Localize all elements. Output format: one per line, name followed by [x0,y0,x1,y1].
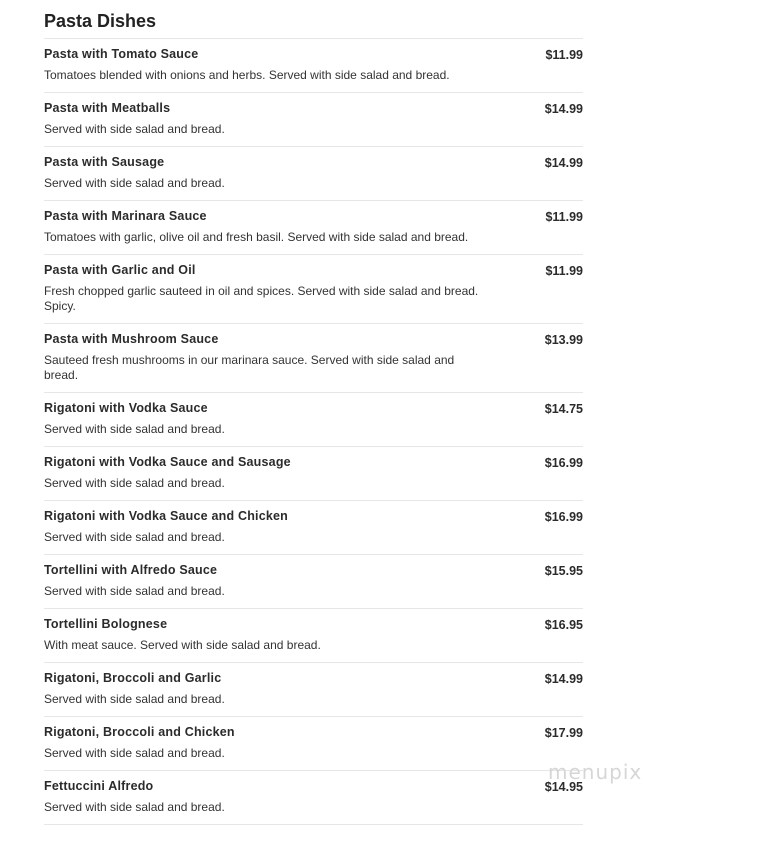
item-price: $13.99 [544,333,583,347]
item-name: Pasta with Meatballs [44,101,171,115]
item-price: $14.99 [544,672,583,686]
item-name: Pasta with Marinara Sauce [44,209,207,223]
item-description: Tomatoes blended with onions and herbs. Served with side salad and bread. [44,68,450,82]
item-description: With meat sauce. Served with side salad and bread. [44,638,321,652]
item-description: Sauteed fresh mushrooms in our marinara sauce. Served with side salad and bread. [44,353,455,382]
menu-item [44,323,583,392]
item-description: Served with side salad and bread. [44,800,225,814]
item-price: $11.99 [545,48,583,62]
menu-item [44,662,583,716]
item-name: Rigatoni, Broccoli and Chicken [44,725,235,739]
menu-item [44,500,583,554]
item-description: Served with side salad and bread. [44,476,225,490]
item-description: Served with side salad and bread. [44,176,225,190]
menu-item [44,200,583,254]
menu-item [44,716,583,770]
item-name: Pasta with Sausage [44,155,165,169]
menu-item [44,608,583,662]
item-price: $14.95 [544,780,583,794]
menu-item [44,392,583,446]
item-name: Pasta with Garlic and Oil [44,263,196,277]
item-price: $15.95 [544,564,583,578]
item-price: $17.99 [544,726,583,740]
item-name: Tortellini Bolognese [44,617,168,631]
item-name: Rigatoni with Vodka Sauce and Chicken [44,509,289,523]
item-name: Tortellini with Alfredo Sauce [44,563,218,577]
item-price: $14.99 [544,156,583,170]
item-description: Fresh chopped garlic sauteed in oil and spices. Served with side salad and bread. Spicy. [44,284,479,313]
item-price: $11.99 [545,264,583,278]
item-price: $11.99 [545,210,583,224]
item-price: $16.99 [544,510,583,524]
item-description: Served with side salad and bread. [44,122,225,136]
item-description: Served with side salad and bread. [44,692,225,706]
item-name: Rigatoni with Vodka Sauce [44,401,208,415]
item-price: $16.99 [544,456,583,470]
menu-section [44,10,583,825]
menu-item [44,554,583,608]
item-name: Rigatoni, Broccoli and Garlic [44,671,222,685]
menu-item [44,146,583,200]
item-price: $14.75 [544,402,583,416]
menu-item [44,254,583,323]
menu-item [44,446,583,500]
menu-item [44,770,583,825]
item-description: Tomatoes with garlic, olive oil and fresh basil. Served with side salad and bread. [44,230,469,244]
item-description: Served with side salad and bread. [44,422,225,436]
item-price: $14.99 [544,102,583,116]
item-name: Pasta with Tomato Sauce [44,47,199,61]
item-name: Rigatoni with Vodka Sauce and Sausage [44,455,291,469]
section-title: Pasta Dishes [44,11,157,31]
menu-item [44,38,583,92]
item-name: Pasta with Mushroom Sauce [44,332,219,346]
item-description: Served with side salad and bread. [44,530,225,544]
menu-item [44,92,583,146]
watermark: menupix [548,760,643,784]
menu-item-list [44,38,583,825]
item-price: $16.95 [544,618,583,632]
item-name: Fettuccini Alfredo [44,779,154,793]
item-description: Served with side salad and bread. [44,746,225,760]
item-description: Served with side salad and bread. [44,584,225,598]
